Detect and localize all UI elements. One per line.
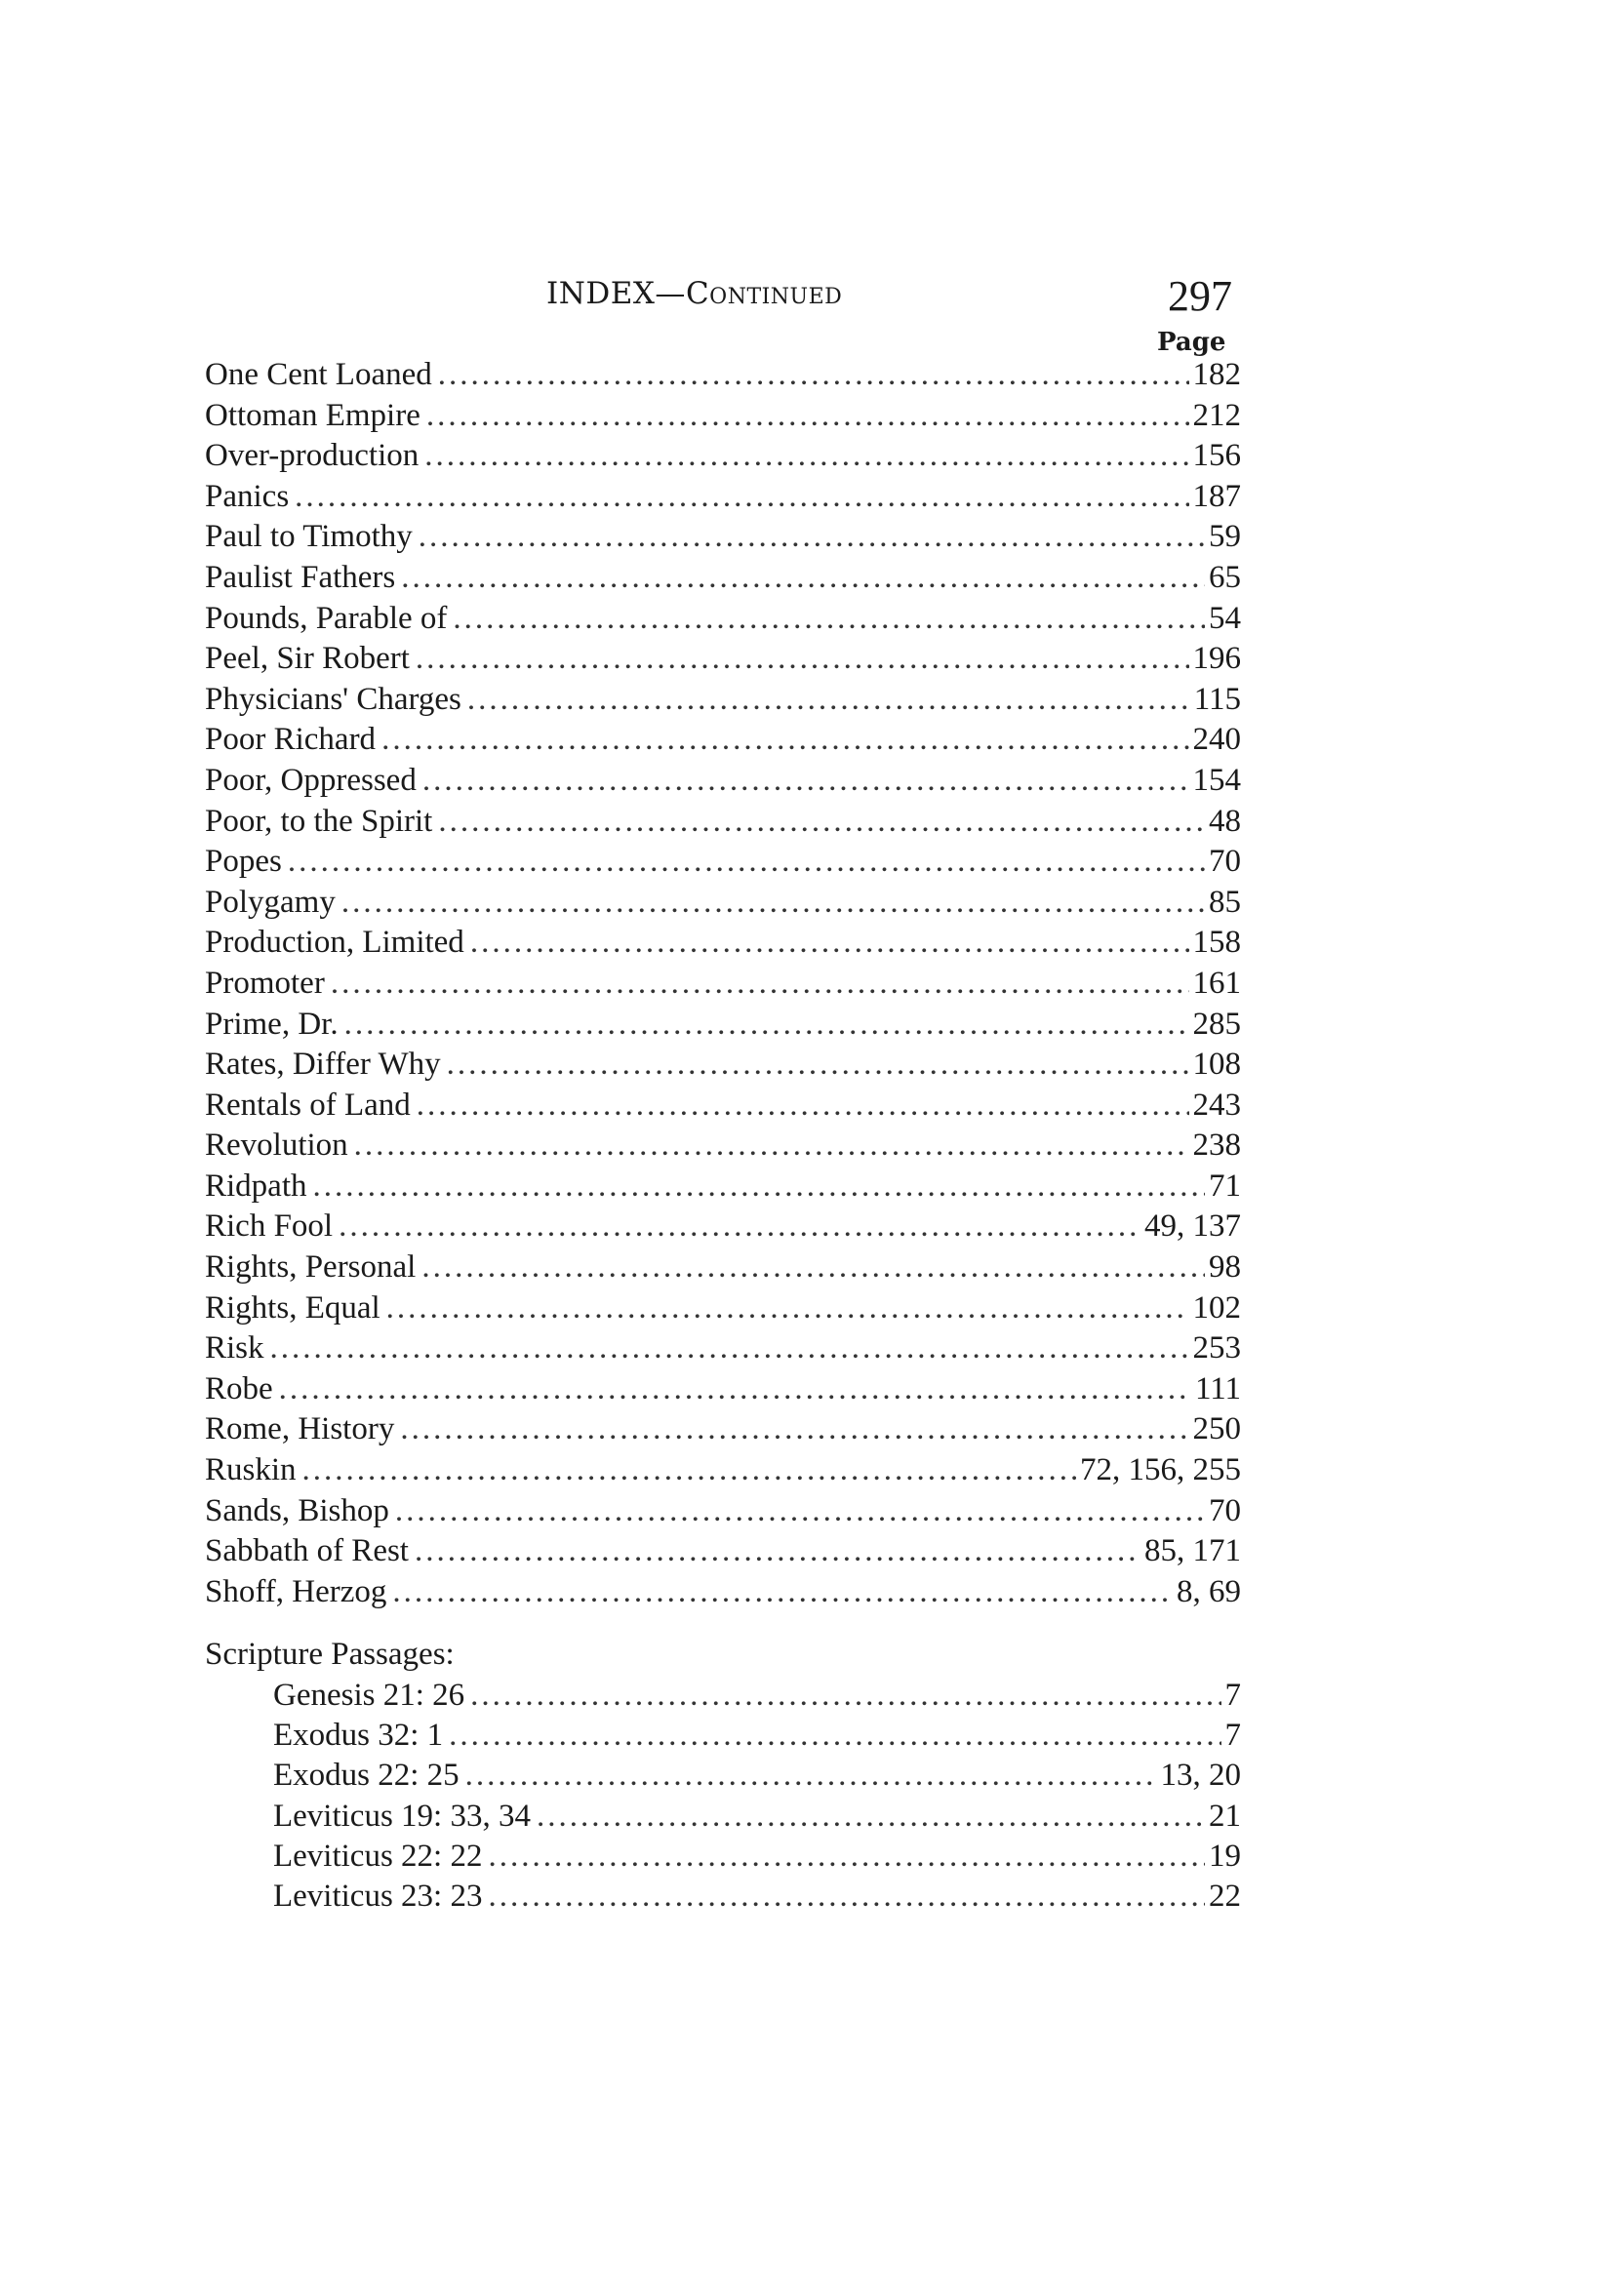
index-entry <box>205 1290 1241 1331</box>
index-entry <box>205 398 1241 439</box>
entry-term: Poor, to the Spirit <box>205 803 433 839</box>
dot-leader <box>419 519 1205 555</box>
dot-leader <box>354 1128 1189 1164</box>
page-column-label: Page <box>1157 328 1226 357</box>
entry-pages: 285 <box>1192 1006 1241 1042</box>
scripture-entry <box>273 1678 1241 1718</box>
entry-term: Peel, Sir Robert <box>205 641 410 677</box>
entry-term: Rates, Differ Why <box>205 1047 441 1083</box>
index-entry <box>205 885 1241 926</box>
entry-pages: 102 <box>1192 1289 1241 1326</box>
entry-pages: 212 <box>1192 397 1241 433</box>
dot-leader <box>302 1452 1076 1488</box>
dot-leader <box>381 722 1188 758</box>
dot-leader <box>417 1088 1189 1124</box>
entry-term: Rights, Equal <box>205 1289 380 1326</box>
index-entry <box>205 1128 1241 1168</box>
index-entry <box>205 560 1241 601</box>
entry-term: Rich Fool <box>205 1208 334 1245</box>
entry-pages: 19 <box>1209 1838 1241 1874</box>
entry-pages: 70 <box>1209 844 1241 880</box>
scripture-heading: Scripture Passages: <box>205 1637 455 1672</box>
entry-term: Sands, Bishop <box>205 1492 389 1528</box>
dot-leader <box>386 1290 1189 1326</box>
dot-leader <box>449 1718 1220 1754</box>
entry-term: Genesis 21: 26 <box>273 1678 465 1713</box>
dot-leader <box>488 1839 1205 1875</box>
entry-term: Over-production <box>205 438 420 474</box>
scripture-entry <box>273 1879 1241 1919</box>
entry-pages: 7 <box>1224 1718 1241 1754</box>
index-entry <box>205 1493 1241 1534</box>
entry-term: Robe <box>205 1370 273 1406</box>
dot-leader <box>415 1533 1140 1569</box>
entry-pages: 156 <box>1192 438 1241 474</box>
index-entry <box>205 1168 1241 1209</box>
dot-leader <box>313 1168 1206 1205</box>
dot-leader <box>279 1371 1191 1407</box>
entry-pages: 182 <box>1192 357 1241 392</box>
index-entry <box>205 438 1241 479</box>
entry-term: Revolution <box>205 1128 348 1164</box>
dot-leader <box>392 1574 1173 1610</box>
index-entry <box>205 1208 1241 1249</box>
dot-leader <box>453 601 1205 637</box>
dot-leader <box>270 1330 1189 1366</box>
index-entry <box>205 804 1241 845</box>
index-entry <box>205 1371 1241 1412</box>
index-entry <box>205 1330 1241 1371</box>
entry-pages: 54 <box>1209 600 1241 636</box>
entry-term: Ottoman Empire <box>205 397 420 433</box>
index-entry <box>205 479 1241 520</box>
index-entry <box>205 1411 1241 1452</box>
entry-term: Production, Limited <box>205 925 464 961</box>
entry-term: Shoff, Herzog <box>205 1573 387 1609</box>
running-head <box>546 276 842 311</box>
dot-leader <box>400 1411 1188 1447</box>
entry-pages: 187 <box>1192 478 1241 514</box>
index-entry <box>205 844 1241 885</box>
dot-leader <box>426 398 1189 434</box>
entry-pages: 115 <box>1193 681 1241 717</box>
scripture-entry <box>273 1839 1241 1879</box>
entry-pages: 238 <box>1192 1128 1241 1164</box>
index-entry <box>205 357 1241 398</box>
entry-term: Ruskin <box>205 1452 297 1488</box>
entry-term: Pounds, Parable of <box>205 600 448 636</box>
index-entry <box>205 1452 1241 1493</box>
entry-term: Prime, Dr. <box>205 1006 339 1042</box>
entry-term: Polygamy <box>205 884 336 920</box>
entry-term: Poor, Oppressed <box>205 762 417 798</box>
entry-pages: 70 <box>1209 1492 1241 1528</box>
index-entry <box>205 519 1241 560</box>
entry-pages: 7 <box>1224 1678 1241 1713</box>
index-entry <box>205 1533 1241 1574</box>
running-head-continued: Continued <box>685 276 843 311</box>
entry-term: Ridpath <box>205 1168 307 1204</box>
entry-term: Leviticus 23: 23 <box>273 1878 483 1914</box>
scripture-entry <box>273 1718 1241 1758</box>
dot-leader <box>288 844 1205 880</box>
entry-pages: 85 <box>1209 884 1241 920</box>
dot-leader <box>295 479 1188 515</box>
dot-leader <box>470 1678 1220 1714</box>
entry-pages: 108 <box>1192 1047 1241 1083</box>
entry-term: Exodus 32: 1 <box>273 1718 444 1754</box>
entry-term: One Cent Loaned <box>205 357 432 392</box>
entry-term: Poor Richard <box>205 722 377 758</box>
entry-pages: 71 <box>1209 1168 1241 1204</box>
dot-leader <box>421 1249 1205 1286</box>
entry-pages: 59 <box>1209 519 1241 555</box>
entry-pages: 21 <box>1209 1798 1241 1834</box>
dot-leader <box>344 1007 1189 1043</box>
index-entry <box>205 1007 1241 1048</box>
entry-pages: 250 <box>1192 1411 1241 1447</box>
entry-term: Leviticus 19: 33, 34 <box>273 1798 531 1834</box>
dot-leader <box>424 438 1188 474</box>
index-entry <box>205 1574 1241 1615</box>
entry-pages: 253 <box>1192 1330 1241 1366</box>
dot-leader <box>488 1879 1205 1915</box>
entry-pages: 111 <box>1194 1370 1241 1406</box>
entry-term: Exodus 22: 25 <box>273 1758 460 1794</box>
entry-pages: 158 <box>1192 925 1241 961</box>
dot-leader <box>465 1758 1157 1794</box>
dot-leader <box>467 682 1190 718</box>
entry-pages: 13, 20 <box>1160 1758 1241 1794</box>
entry-term: Risk <box>205 1330 264 1366</box>
index-entry <box>205 966 1241 1007</box>
entry-term: Panics <box>205 478 290 514</box>
entry-term: Popes <box>205 844 282 880</box>
entry-pages: 98 <box>1209 1249 1241 1286</box>
entry-term: Promoter <box>205 965 325 1001</box>
index-entry <box>205 1249 1241 1290</box>
index-entry <box>205 722 1241 763</box>
page-number: 297 <box>1168 272 1232 320</box>
index-entry <box>205 1088 1241 1128</box>
entry-pages: 22 <box>1209 1878 1241 1914</box>
dot-leader <box>339 1208 1140 1245</box>
dot-leader <box>395 1493 1205 1529</box>
entry-pages: 161 <box>1192 965 1241 1001</box>
index-entry <box>205 601 1241 642</box>
entry-pages: 240 <box>1192 722 1241 758</box>
dot-leader <box>341 885 1205 921</box>
entry-term: Rentals of Land <box>205 1087 411 1123</box>
dot-leader <box>438 357 1189 393</box>
index-entry <box>205 1047 1241 1088</box>
entry-term: Rome, History <box>205 1411 395 1447</box>
entry-term: Paulist Fathers <box>205 559 396 595</box>
dot-leader <box>470 925 1189 961</box>
scripture-entry-list <box>273 1678 1241 1919</box>
index-entry <box>205 682 1241 723</box>
entry-pages: 49, 137 <box>1144 1208 1241 1245</box>
dot-leader <box>422 763 1189 799</box>
entry-term: Paul to Timothy <box>205 519 413 555</box>
entry-pages: 154 <box>1192 762 1241 798</box>
dot-leader <box>331 966 1189 1002</box>
index-entry <box>205 641 1241 682</box>
entry-term: Physicians' Charges <box>205 681 461 717</box>
dot-leader <box>447 1047 1189 1083</box>
index-entry <box>205 763 1241 804</box>
entry-pages: 65 <box>1209 559 1241 595</box>
dot-leader <box>438 804 1205 840</box>
entry-term: Sabbath of Rest <box>205 1533 409 1569</box>
dot-leader <box>537 1799 1205 1835</box>
scripture-entry <box>273 1799 1241 1839</box>
entry-pages: 48 <box>1209 803 1241 839</box>
entry-pages: 85, 171 <box>1144 1533 1241 1569</box>
entry-term: Leviticus 22: 22 <box>273 1838 483 1874</box>
entry-pages: 196 <box>1192 641 1241 677</box>
running-head-title: INDEX— <box>546 276 686 311</box>
entry-pages: 243 <box>1192 1087 1241 1123</box>
entry-term: Rights, Personal <box>205 1249 417 1286</box>
scripture-entry <box>273 1758 1241 1798</box>
index-entry-list <box>205 357 1241 1614</box>
dot-leader <box>416 641 1189 677</box>
index-entry <box>205 925 1241 966</box>
dot-leader <box>401 560 1205 596</box>
entry-pages: 8, 69 <box>1177 1573 1241 1609</box>
entry-pages: 72, 156, 255 <box>1080 1452 1241 1488</box>
